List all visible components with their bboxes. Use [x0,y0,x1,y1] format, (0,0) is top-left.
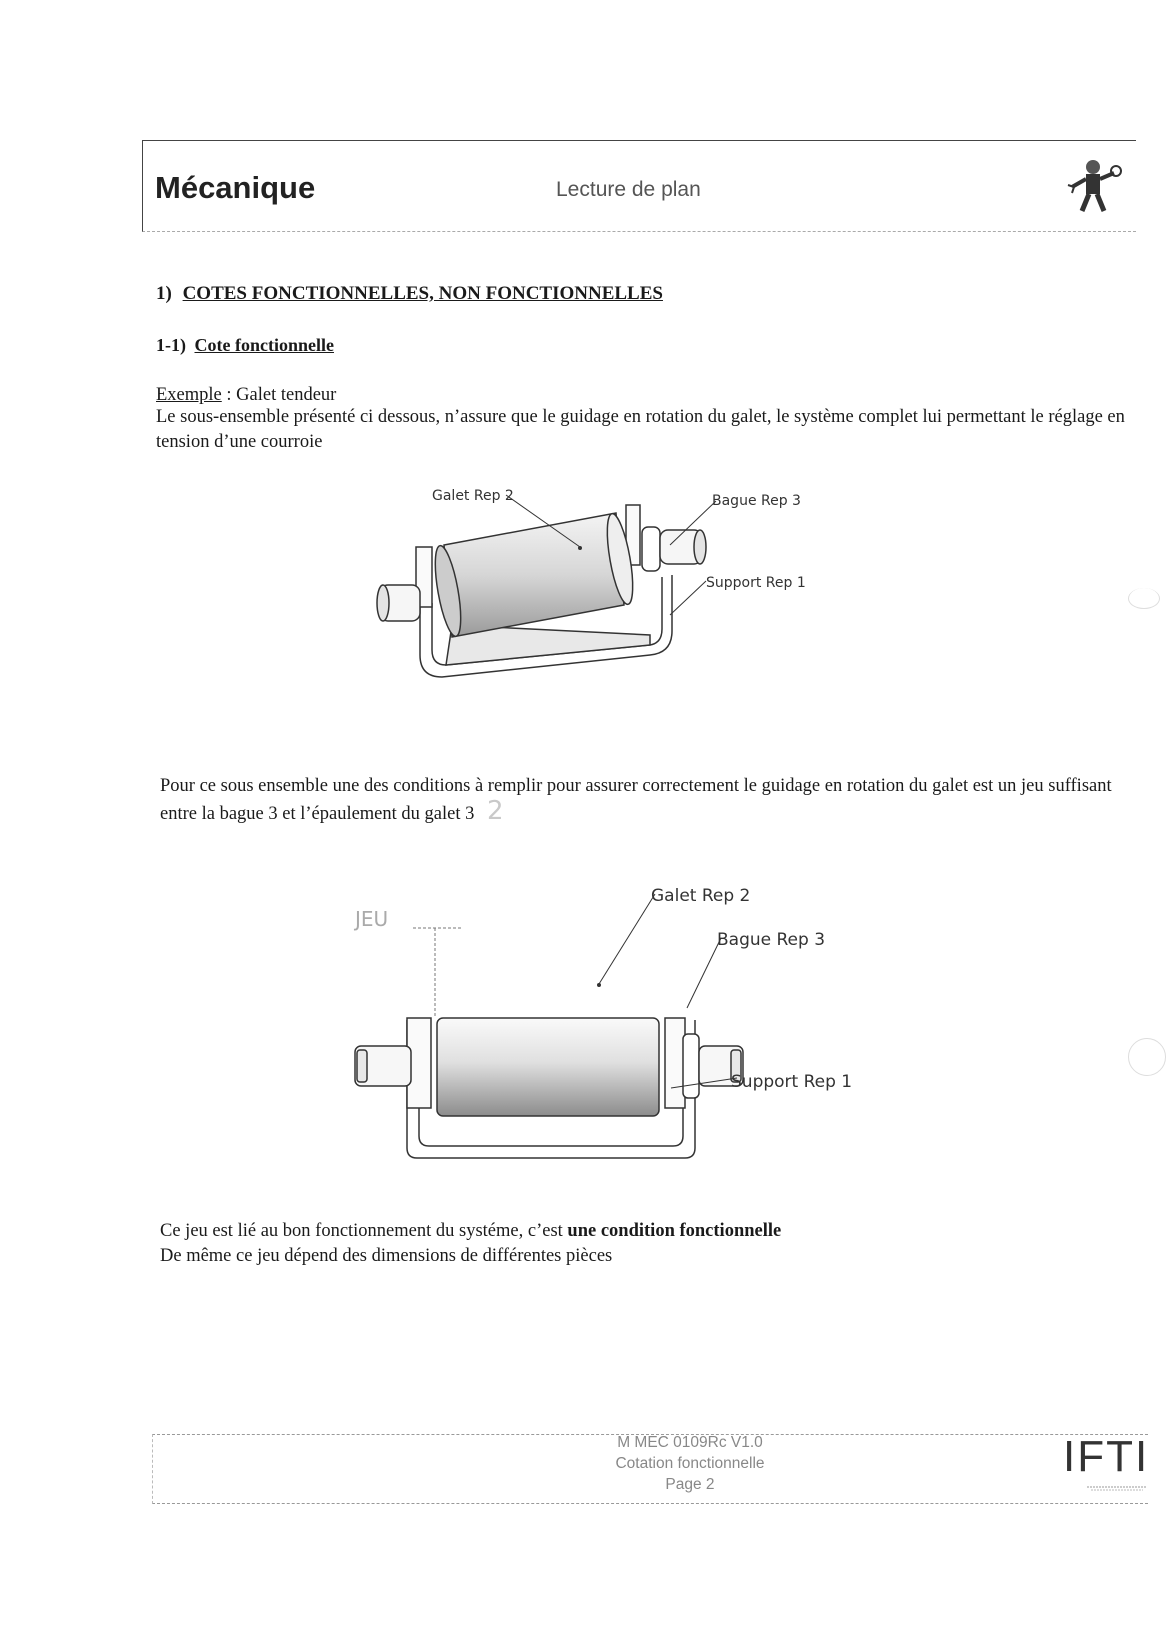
conclusion-paragraph [160,1219,1135,1269]
ifti-logo: IFTI [1063,1432,1150,1481]
conclusion-line-1 [160,1219,1135,1244]
figure-isometric-tensioner [380,488,860,715]
fig1-label-bague: Bague Rep 3 [712,493,801,509]
footer-code: M MEC 0109Rc V1.0 [617,1434,763,1451]
fig1-label-support: Support Rep 1 [706,575,806,591]
intro-paragraph: Le sous-ensemble présenté ci dessous, n’assure que le guidage en rotation du galet, le système complet lui permettant le réglage en tension d’une courroie [156,407,1125,452]
example-label: Exemple [156,385,222,405]
mechanic-mascot-icon [1062,155,1124,217]
header-subtitle: Lecture de plan [556,178,701,201]
fig1-label-galet: Galet Rep 2 [432,488,514,504]
fig2-label-support: Support Rep 1 [731,1072,853,1092]
example-value: Galet tendeur [236,385,337,405]
conclusion-line-2: De même ce jeu dépend des dimensions de différentes pièces [160,1246,613,1266]
jeu-dimension-line [413,928,463,1018]
subsection-number: 1-1) [156,335,186,355]
condition-paragraph [160,774,1135,827]
example-separator: : [221,385,237,405]
conclusion-prefix: Ce jeu est lié au bon fonctionnement du systéme, c’est [160,1221,568,1241]
shaft-right [660,530,706,564]
ifti-tagline-mark [1087,1486,1157,1492]
section-heading [156,283,663,305]
roller-body [437,1018,659,1116]
section-title: COTES FONCTIONNELLES, NON FONCTIONNELLES [182,283,663,304]
figure-front-view [355,886,915,1175]
footer-page-number: Page 2 [665,1476,715,1493]
shaft-left [377,585,420,621]
section-number: 1) [156,283,172,304]
conclusion-emphasis: une condition fonctionnelle [567,1221,782,1241]
subsection-title: Cote fonctionnelle [194,335,334,355]
punch-hole [1128,1038,1166,1076]
punch-hole [1128,588,1160,609]
bague-ring [683,1034,699,1098]
subsection-heading [156,335,334,356]
shaft-left [355,1046,411,1086]
fig2-label-galet: Galet Rep 2 [651,886,751,906]
bague-ring [642,527,660,571]
footer-doc-title: Cotation fonctionnelle [615,1455,765,1472]
condition-text: Pour ce sous ensemble une des conditions à remplir pour assurer correctement le guidage en rotation du galet est un jeu suffisant entre la bague 3 et l’épaulement du galet 3 [160,776,1112,824]
fig2-label-jeu: JEU [355,907,389,931]
fig2-label-bague: Bague Rep 3 [717,930,826,950]
roller-body [430,512,638,638]
handwritten-note: 2 [487,796,504,826]
header-title: Mécanique [155,170,316,205]
